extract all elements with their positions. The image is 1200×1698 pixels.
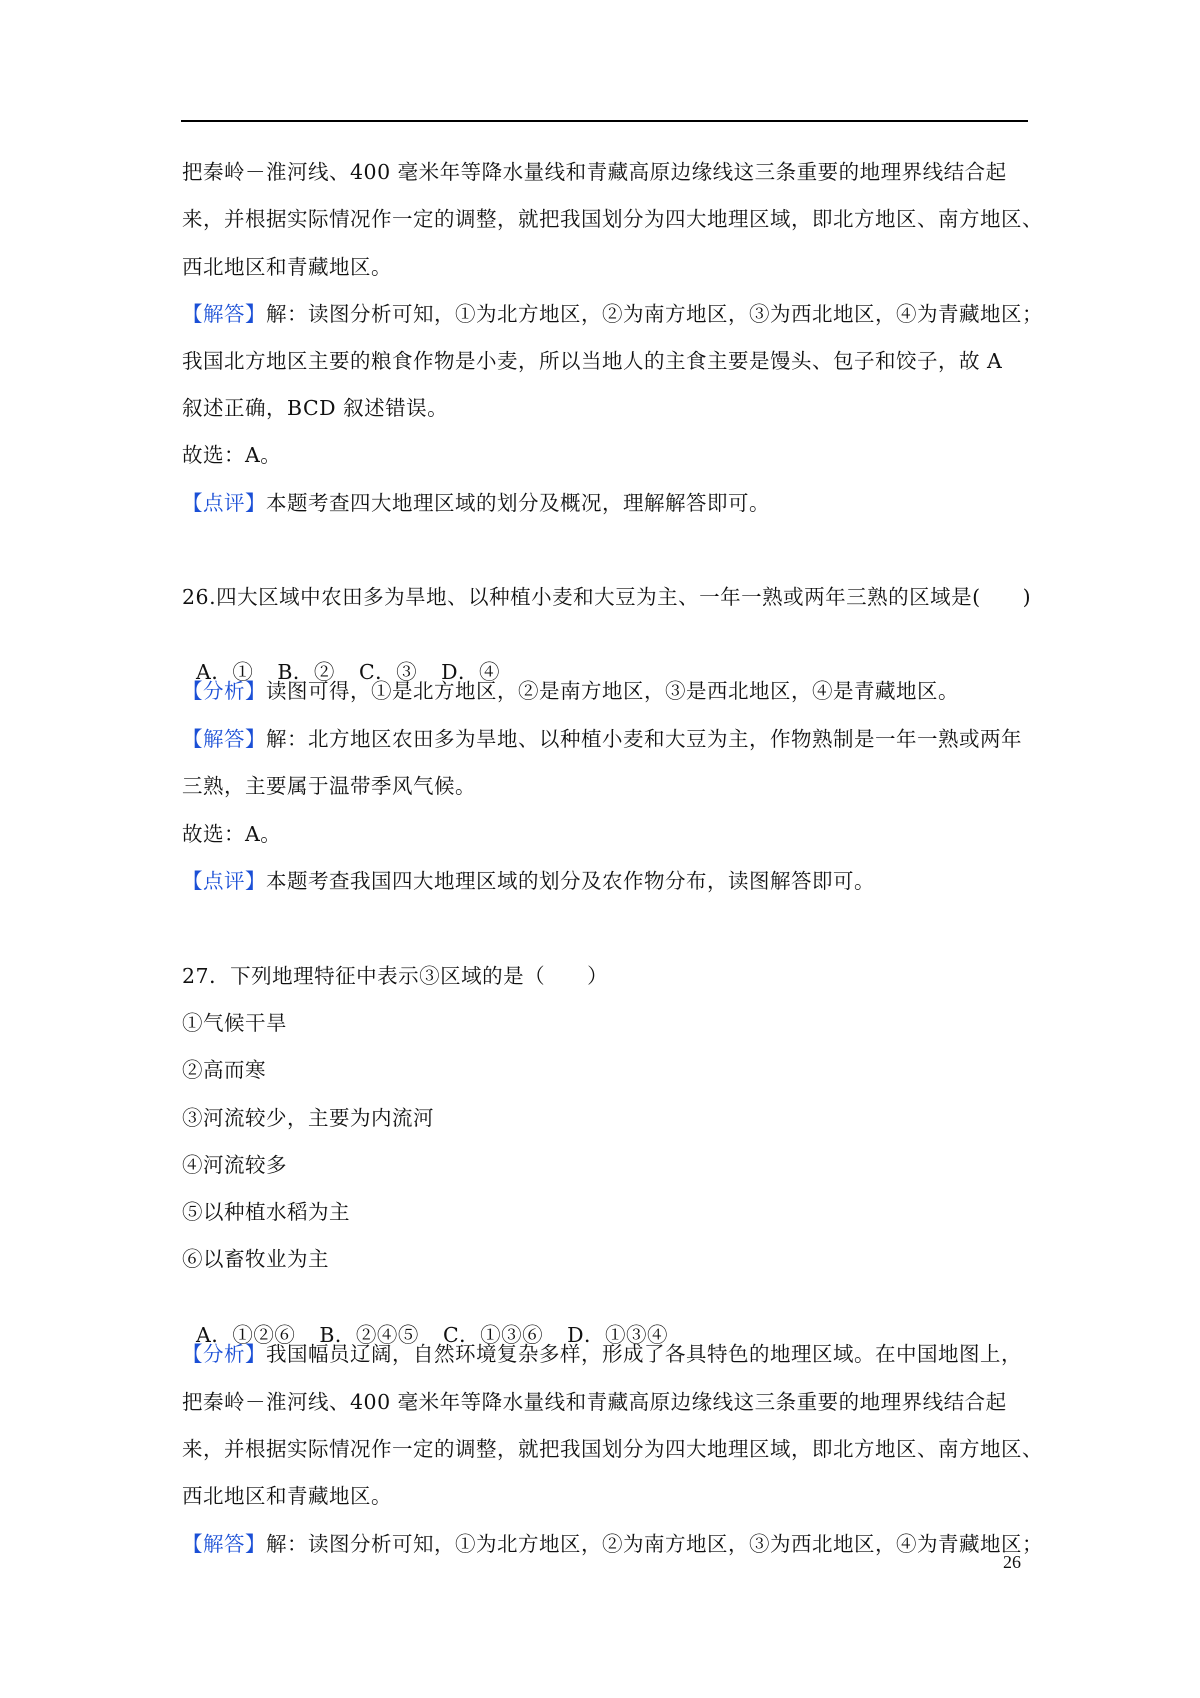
question-stem: 27．下列地理特征中表示③区域的是（ ） — [182, 964, 609, 988]
list-item: ④河流较多 — [182, 1153, 287, 1177]
header-rule — [181, 120, 1028, 122]
comment-tag: 【点评】 — [182, 491, 266, 515]
text-line: 西北地区和青藏地区。 — [182, 1484, 392, 1508]
option-d: D．①③④ — [567, 1323, 669, 1347]
comment-line — [182, 489, 770, 517]
analysis-line — [182, 1340, 1022, 1368]
comment-text: 本题考查我国四大地理区域的划分及农作物分布，读图解答即可。 — [266, 869, 875, 893]
option-a: A．① — [196, 660, 254, 684]
analysis-text: 读图可得，①是北方地区，②是南方地区，③是西北地区，④是青藏地区。 — [266, 679, 959, 703]
answer-tag: 【解答】 — [182, 1532, 266, 1556]
text-line: 我国北方地区主要的粮食作物是小麦，所以当地人的主食主要是馒头、包子和饺子，故 A — [182, 349, 1003, 373]
text-line: 把秦岭－淮河线、400 毫米年等降水量线和青藏高原边缘线这三条重要的地理界线结合起 — [182, 160, 1007, 184]
option-d: D．④ — [441, 660, 501, 684]
option-b: B．② — [277, 660, 335, 684]
text-line: 西北地区和青藏地区。 — [182, 255, 392, 279]
answer-tag: 【解答】 — [182, 302, 266, 326]
comment-text: 本题考查四大地理区域的划分及概况，理解解答即可。 — [266, 491, 770, 515]
analysis-tag: 【分析】 — [182, 679, 266, 703]
answer-text: 解：北方地区农田多为旱地、以种植小麦和大豆为主，作物熟制是一年一熟或两年 — [266, 727, 1022, 751]
answer-line — [182, 725, 1022, 753]
analysis-tag: 【分析】 — [182, 1342, 266, 1366]
option-a: A．①②⑥ — [196, 1323, 296, 1347]
option-b: B．②④⑤ — [319, 1323, 419, 1347]
text-line: 来，并根据实际情况作一定的调整，就把我国划分为四大地理区域，即北方地区、南方地区、 — [182, 207, 1043, 231]
analysis-line — [182, 677, 959, 705]
comment-tag: 【点评】 — [182, 869, 266, 893]
list-item: ⑥以畜牧业为主 — [182, 1247, 329, 1271]
choice-line: 故选：A。 — [182, 443, 282, 467]
list-item: ⑤以种植水稻为主 — [182, 1200, 350, 1224]
answer-tag: 【解答】 — [182, 727, 266, 751]
question-stem: 26.四大区域中农田多为旱地、以种植小麦和大豆为主、一年一熟或两年三熟的区域是( ) — [182, 585, 1032, 609]
text-line: 把秦岭－淮河线、400 毫米年等降水量线和青藏高原边缘线这三条重要的地理界线结合起 — [182, 1390, 1007, 1414]
list-item: ③河流较少，主要为内流河 — [182, 1106, 434, 1130]
list-item: ②高而寒 — [182, 1058, 266, 1082]
list-item: ①气候干旱 — [182, 1011, 287, 1035]
comment-line — [182, 867, 875, 895]
answer-line — [182, 1530, 1043, 1558]
text-line: 三熟，主要属于温带季风气候。 — [182, 774, 476, 798]
answer-line — [182, 300, 1043, 328]
page-number: 26 — [1003, 1552, 1021, 1572]
text-line: 来，并根据实际情况作一定的调整，就把我国划分为四大地理区域，即北方地区、南方地区、 — [182, 1437, 1043, 1461]
option-c: C．①③⑥ — [442, 1323, 544, 1347]
analysis-text: 我国幅员辽阔，自然环境复杂多样，形成了各具特色的地理区域。在中国地图上， — [266, 1342, 1022, 1366]
answer-text: 解：读图分析可知，①为北方地区，②为南方地区，③为西北地区，④为青藏地区； — [266, 302, 1043, 326]
option-c: C．③ — [358, 660, 418, 684]
text-line: 叙述正确，BCD 叙述错误。 — [182, 396, 449, 420]
answer-text: 解：读图分析可知，①为北方地区，②为南方地区，③为西北地区，④为青藏地区； — [266, 1532, 1043, 1556]
choice-line: 故选：A。 — [182, 822, 282, 846]
